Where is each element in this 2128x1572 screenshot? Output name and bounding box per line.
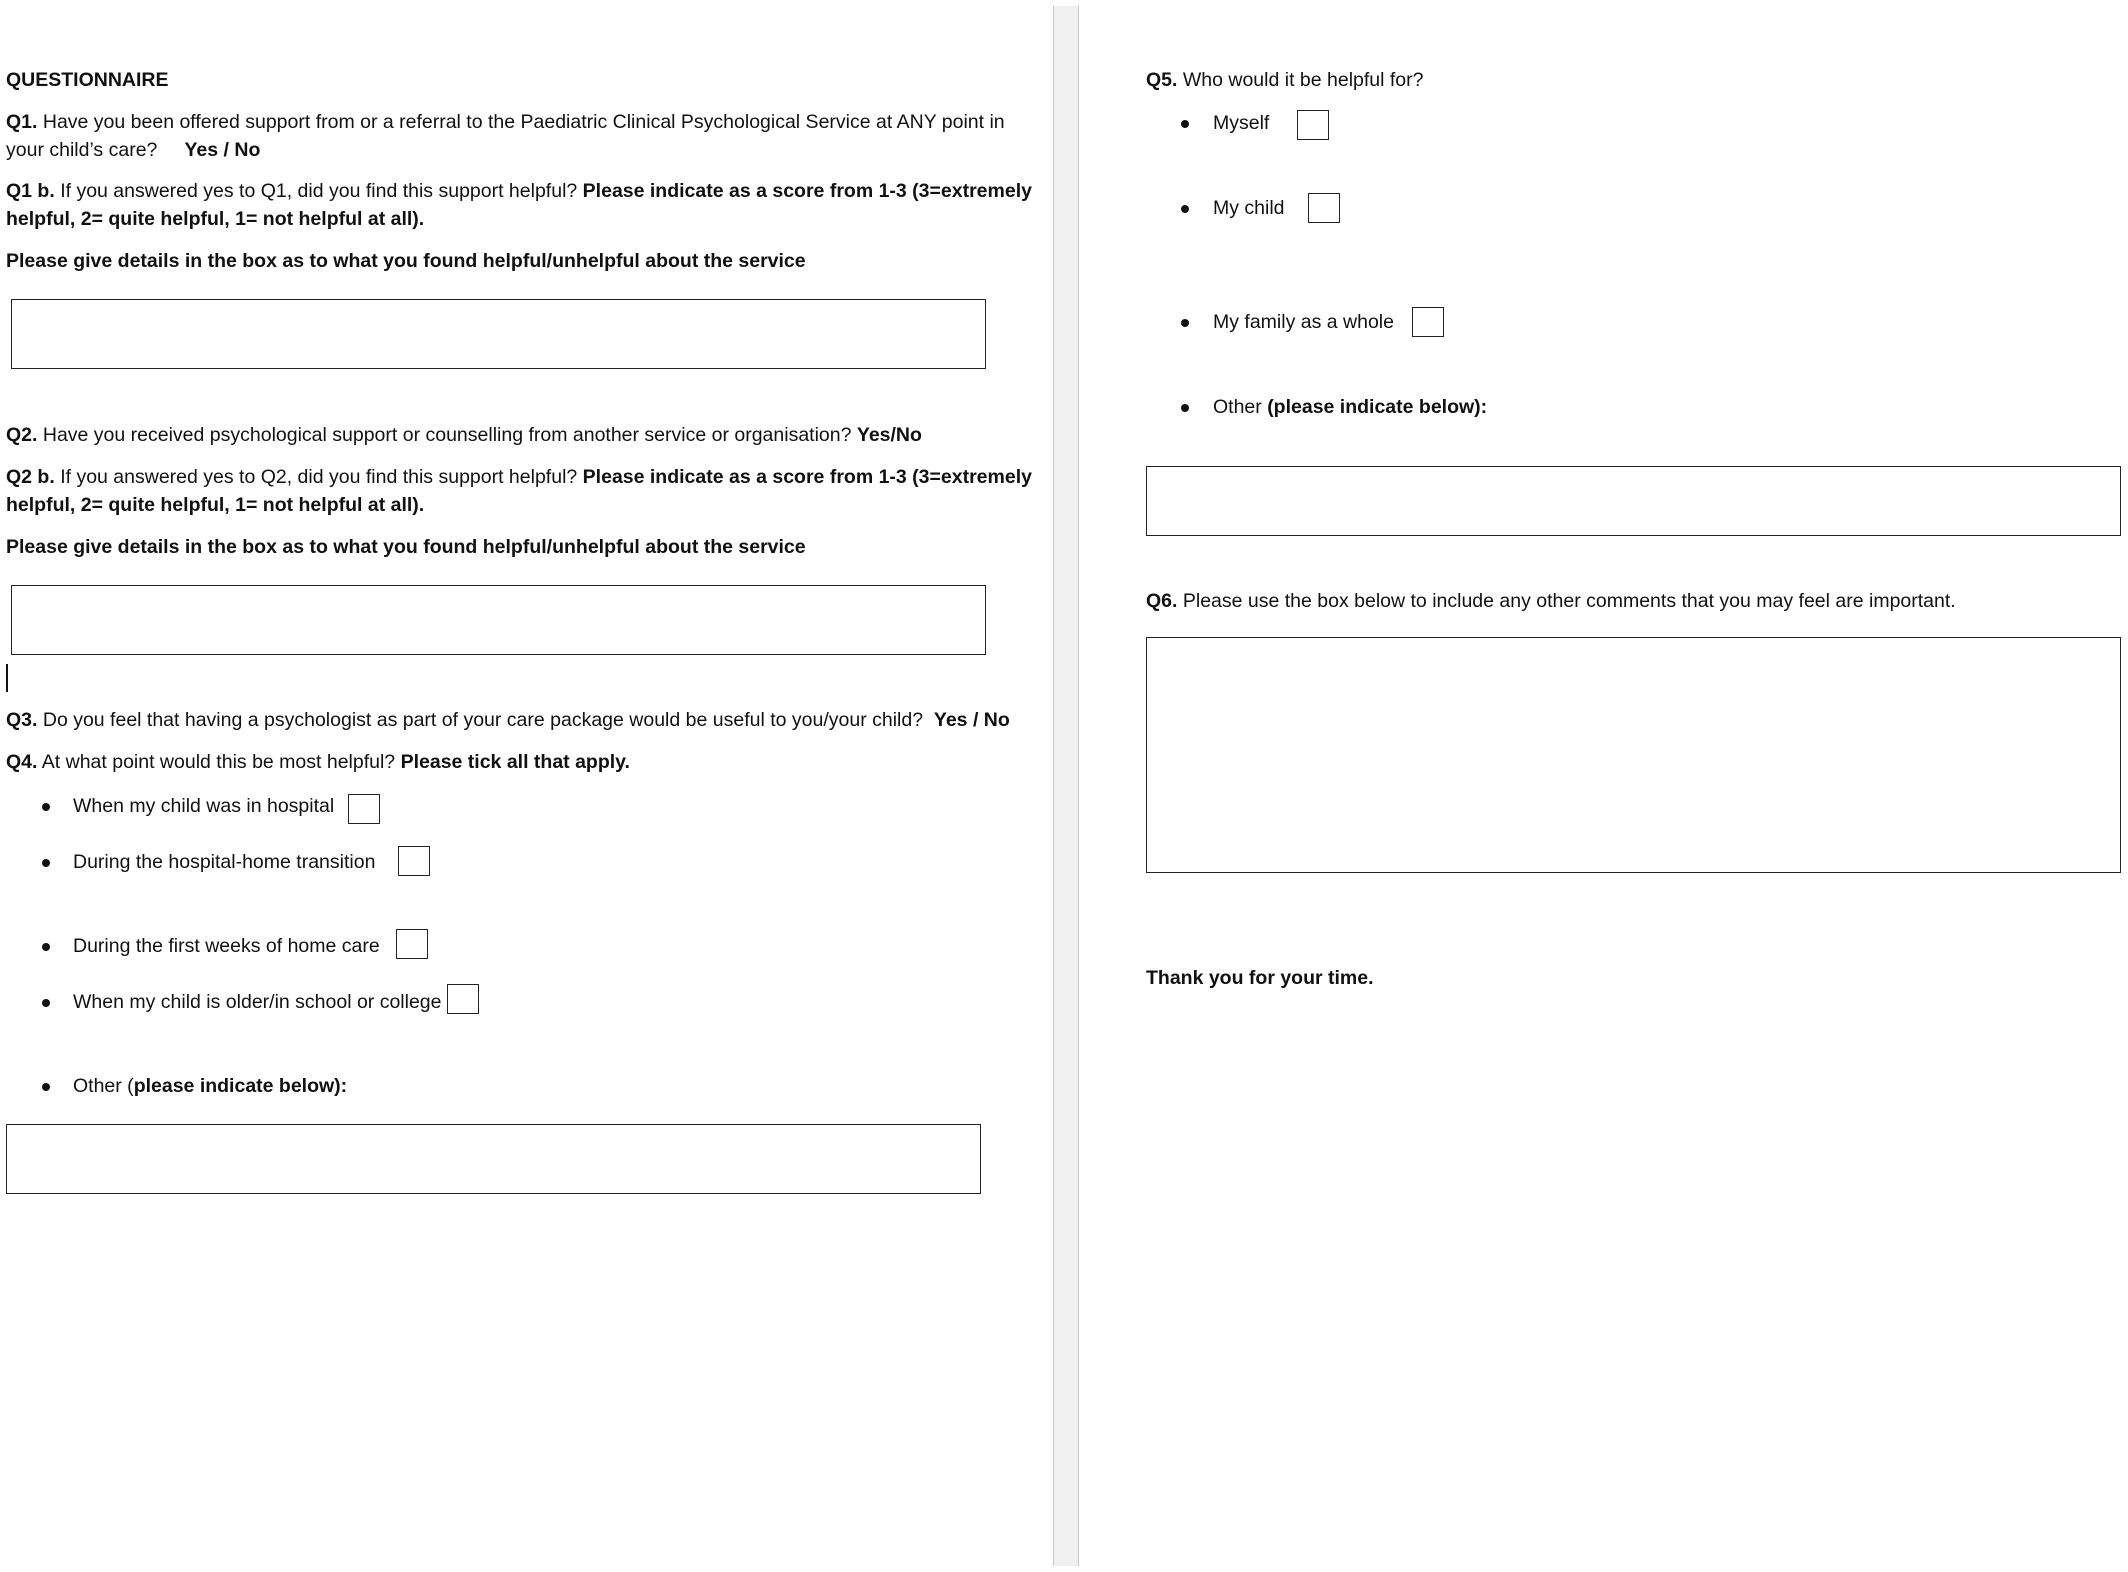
bullet bbox=[42, 859, 50, 867]
bullet bbox=[1181, 404, 1189, 412]
q5-number: Q5. bbox=[1146, 69, 1178, 91]
q2b-text: If you answered yes to Q2, did you find this support helpful? bbox=[60, 466, 578, 488]
q1b-line2 bbox=[6, 205, 424, 233]
q2b-line2 bbox=[6, 491, 424, 519]
q2b-instruction: Please indicate as a score from 1-3 (3=extremely bbox=[582, 466, 1032, 488]
q4-other-box[interactable] bbox=[6, 1124, 981, 1194]
q2b-details-box[interactable] bbox=[11, 585, 986, 655]
q1b-text: If you answered yes to Q1, did you find this support helpful? bbox=[60, 180, 578, 202]
q2-text: Have you received psychological support or counselling from another service or organisation? bbox=[42, 424, 852, 446]
q1-line2 bbox=[6, 136, 260, 164]
q2-answer[interactable]: Yes/No bbox=[856, 424, 922, 446]
q4-instruction: Please tick all that apply. bbox=[400, 751, 630, 773]
q4-number: Q4. bbox=[6, 751, 38, 773]
q1b-instruction: Please indicate as a score from 1-3 (3=extremely bbox=[582, 180, 1032, 202]
page-right bbox=[1079, 0, 2128, 1572]
text-cursor bbox=[6, 664, 8, 692]
q1b-details-label: Please give details in the box as to what you found helpful/unhelpful about the service bbox=[6, 250, 806, 272]
q4-option-other: Other (please indicate below): bbox=[73, 1075, 348, 1097]
q2-number: Q2. bbox=[6, 424, 38, 446]
q1-line1 bbox=[6, 108, 1005, 136]
q1-text: Have you been offered support from or a referral to the Paediatric Clinical Psychological Service at ANY point in bbox=[42, 111, 1005, 133]
bullet bbox=[1181, 319, 1189, 327]
q2b-line1 bbox=[6, 463, 1032, 491]
q3-number: Q3. bbox=[6, 709, 38, 731]
bullet bbox=[42, 943, 50, 951]
q6-number: Q6. bbox=[1146, 590, 1178, 612]
page-title: QUESTIONNAIRE bbox=[6, 69, 169, 91]
q1-number: Q1. bbox=[6, 111, 38, 133]
q3-line bbox=[6, 706, 1010, 734]
q4-line bbox=[6, 748, 630, 776]
bullet bbox=[1181, 205, 1189, 213]
bullet bbox=[42, 999, 50, 1007]
q5-other-box[interactable] bbox=[1146, 466, 2121, 536]
q5-option-family: My family as a whole bbox=[1213, 311, 1394, 333]
q2b-details-label: Please give details in the box as to what you found helpful/unhelpful about the service bbox=[6, 536, 806, 558]
q4-checkbox-older[interactable] bbox=[447, 984, 479, 1014]
q4-option-first-weeks: During the first weeks of home care bbox=[73, 935, 380, 957]
q4-text: At what point would this be most helpful? bbox=[41, 751, 396, 773]
q4-checkbox-hospital[interactable] bbox=[348, 794, 380, 824]
q4-option-hospital: When my child was in hospital bbox=[73, 795, 335, 817]
q1-text-cont: your child’s care? bbox=[6, 139, 158, 161]
q2b-instruction-cont: helpful, 2= quite helpful, 1= not helpful at all). bbox=[6, 494, 425, 516]
q1b-line1 bbox=[6, 177, 1032, 205]
q5-text: Who would it be helpful for? bbox=[1182, 69, 1424, 91]
q6-comments-box[interactable] bbox=[1146, 637, 2121, 873]
q6-line bbox=[1146, 587, 1956, 615]
q5-line bbox=[1146, 66, 1424, 94]
thank-you-note: Thank you for your time. bbox=[1146, 967, 1374, 989]
q5-checkbox-family[interactable] bbox=[1412, 307, 1444, 337]
q3-text: Do you feel that having a psychologist as part of your care package would be useful to you/your child? bbox=[42, 709, 924, 731]
q2b-number: Q2 b. bbox=[6, 466, 55, 488]
q4-checkbox-transition[interactable] bbox=[398, 846, 430, 876]
q4-checkbox-first-weeks[interactable] bbox=[396, 929, 428, 959]
q5-checkbox-myself[interactable] bbox=[1297, 110, 1329, 140]
q1-answer[interactable]: Yes / No bbox=[184, 139, 261, 161]
q5-option-other: Other (please indicate below): bbox=[1213, 396, 1488, 418]
q5-option-myself: Myself bbox=[1213, 112, 1270, 134]
q5-option-child: My child bbox=[1213, 197, 1285, 219]
bullet bbox=[42, 803, 50, 811]
page-left bbox=[0, 0, 1053, 1572]
q2-line bbox=[6, 421, 922, 449]
bullet bbox=[1181, 120, 1189, 128]
q5-checkbox-child[interactable] bbox=[1308, 193, 1340, 223]
q4-option-older: When my child is older/in school or college bbox=[73, 991, 442, 1013]
q3-answer[interactable]: Yes / No bbox=[933, 709, 1010, 731]
q1b-number: Q1 b. bbox=[6, 180, 55, 202]
q6-text: Please use the box below to include any other comments that you may feel are important. bbox=[1182, 590, 1956, 612]
q4-option-transition: During the hospital-home transition bbox=[73, 851, 376, 873]
page-gutter bbox=[1053, 6, 1079, 1566]
q1b-details-box[interactable] bbox=[11, 299, 986, 369]
bullet bbox=[42, 1083, 50, 1091]
q1b-instruction-cont: helpful, 2= quite helpful, 1= not helpful at all). bbox=[6, 208, 425, 230]
